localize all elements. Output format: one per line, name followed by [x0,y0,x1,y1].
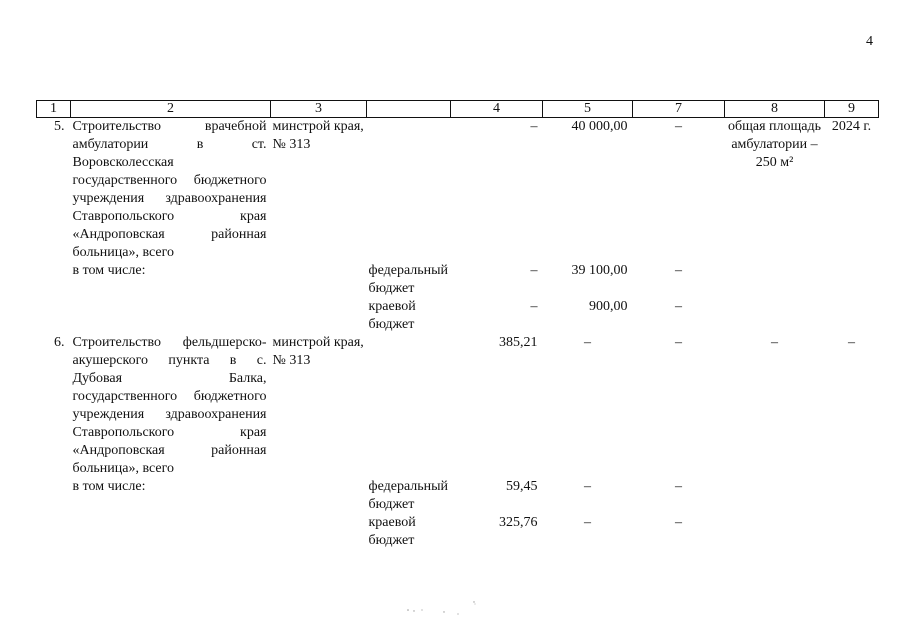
source-label: краевой бюджет [368,515,416,548]
including-label: в том числе: [72,263,146,278]
source-label: федеральный бюджет [368,263,449,296]
header-col-9: 9 [825,101,879,118]
source-col5: 39 100,00 [571,263,628,278]
source-col4: 59,45 [506,479,538,494]
row-col5: – [584,335,591,350]
table-row [37,262,879,298]
source-col7: – [675,299,682,314]
row-col4: – [530,119,538,134]
source-col4: – [530,299,538,314]
header-col-3b [367,101,451,118]
source-col5: – [584,479,591,494]
row-col9: 2024 г. [831,119,872,134]
header-col-1: 1 [37,101,71,118]
row-customer: минстрой края, № 313 [272,335,364,368]
source-col4: 325,76 [499,515,538,530]
table-row [37,334,879,478]
source-col5: – [584,515,591,530]
page-number: 4 [866,34,873,49]
header-col-8: 8 [725,101,825,118]
header-col-4: 4 [451,101,543,118]
header-col-3: 3 [271,101,367,118]
row-col8: общая площадь амбулатории – 250 м² [727,119,822,170]
table-row [37,478,879,514]
header-col-2: 2 [71,101,271,118]
row-col9: – [848,335,855,350]
table-row [37,514,879,550]
header-col-5: 5 [543,101,633,118]
scan-marks [400,600,490,620]
row-name: Строительство фельдшерско-акушерского пункта в с. Дубовая Балка, государственного бюджетного учреждения здравоохранения Ставропольского края «Андроповская районная больница», всего [72,335,267,476]
including-label: в том числе: [72,479,146,494]
row-col7: – [675,119,682,134]
budget-table [36,100,879,550]
row-col4: 385,21 [499,335,538,350]
table-row [37,298,879,334]
source-label: федеральный бюджет [368,479,449,512]
row-col8: – [771,335,778,350]
source-col7: – [675,263,682,278]
table-row [37,118,879,263]
row-name: Строительство врачебной амбулатории в ст. Воровсколесская государственного бюджетного учреждения здравоохранения Ставропольского края «Андроповская районная больница», всего [72,119,267,260]
row-col7: – [675,335,682,350]
row-number: 6. [54,335,65,350]
header-col-7: 7 [633,101,725,118]
source-col4: – [530,263,538,278]
source-col7: – [675,515,682,530]
source-col7: – [675,479,682,494]
row-col5: 40 000,00 [571,119,628,134]
header-row [37,101,879,118]
row-number: 5. [54,119,65,134]
source-label: краевой бюджет [368,299,416,332]
row-customer: минстрой края, № 313 [272,119,364,152]
source-col5: 900,00 [589,299,628,314]
